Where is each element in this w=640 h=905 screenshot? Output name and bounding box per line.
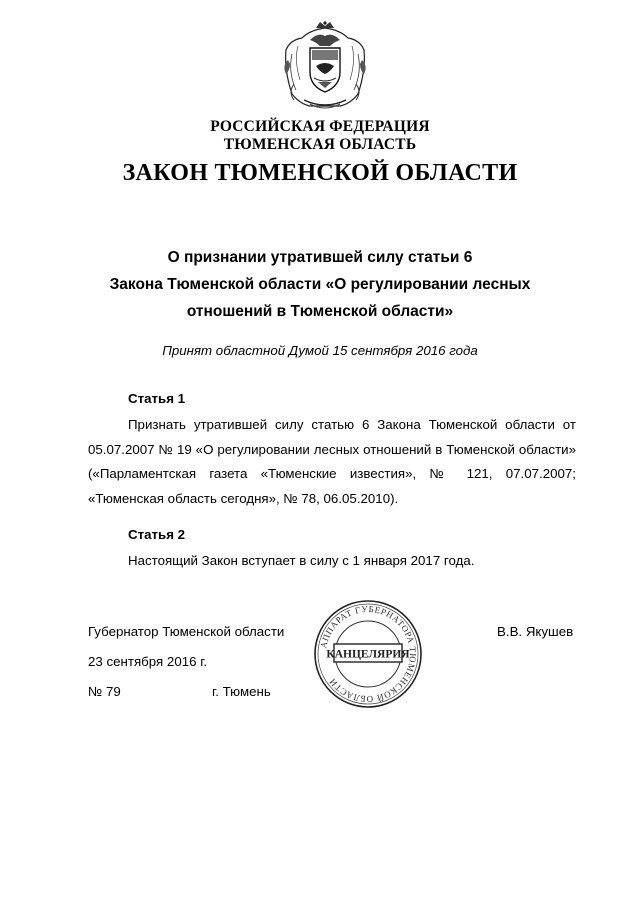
document-title	[80, 244, 560, 325]
law-number: № 79	[88, 684, 121, 699]
title-line: Закона Тюменской области «О регулировании лесных	[109, 276, 531, 293]
signatory-position: Губернатор Тюменской области	[88, 624, 285, 639]
signing-date: 23 сентября 2016 г.	[88, 654, 208, 669]
title-line: О признании утратившей силу статьи 6	[167, 249, 473, 266]
seal-center-label: КАНЦЕЛЯРИЯ	[326, 648, 410, 661]
country-heading: РОССИЙСКАЯ ФЕДЕРАЦИЯ	[210, 118, 430, 135]
article-1-text: Признать утратившей силу статью 6 Закона Тюменской области от 05.07.2007 № 19 «О регулировании лесных отношений в Тюменской области» («Парламентская газета «Тюменские известия», № 121, 07.07.2007; «Тюменская область сегодня», № 78, 06.05.2010).	[88, 417, 576, 506]
official-seal-icon	[312, 598, 424, 710]
title-line: отношений в Тюменской области»	[186, 303, 454, 320]
article-2-text: Настоящий Закон вступает в силу с 1 января 2017 года.	[128, 553, 475, 568]
article-1-heading: Статья 1	[128, 391, 186, 406]
tyumen-coat-of-arms-icon	[280, 20, 370, 112]
adoption-note: Принят областной Думой 15 сентября 2016 года	[162, 343, 478, 358]
signing-city: г. Тюмень	[212, 684, 271, 699]
seal-ring-text: АППАРАТ ГУБЕРНАТОРА ТЮМЕНСКОЙ ОБЛАСТИ	[318, 603, 419, 705]
signatory-name: В.В. Якушев	[497, 624, 574, 639]
article-2-heading: Статья 2	[128, 527, 186, 542]
law-title: ЗАКОН ТЮМЕНСКОЙ ОБЛАСТИ	[122, 160, 518, 186]
region-heading: ТЮМЕНСКАЯ ОБЛАСТЬ	[223, 136, 417, 153]
